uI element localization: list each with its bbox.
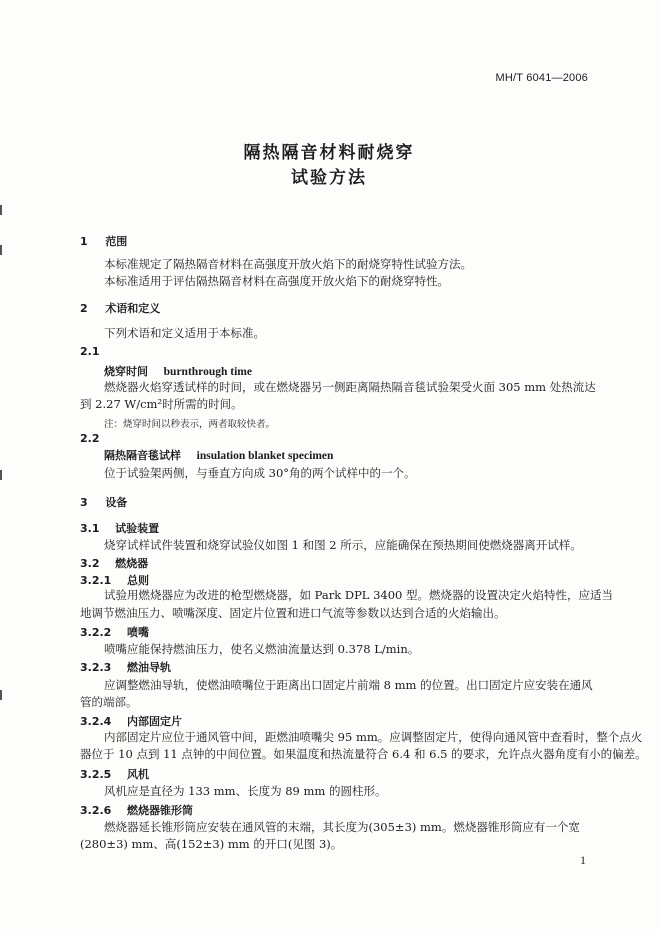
clause-heading [80,555,148,571]
standard-code: MH/T 6041—2006 [495,72,588,84]
clause-number: 3.2.2 [80,626,112,639]
clause-heading [80,713,182,729]
clause-title: 喷嘴 [126,626,149,639]
section-title: 设备 [105,496,128,509]
clause-number: 2.2 [80,432,100,445]
paragraph: 位于试验架两侧，与垂直方向成 30°角的两个试样中的一个。 [104,466,416,480]
clause-title: 内部固定片 [126,715,182,728]
term-chinese: 烧穿时间 [104,365,148,378]
paragraph: 地调节燃油压力、喷嘴深度、固定片位置和进口气流等参数以达到合适的火焰输出。 [80,606,506,620]
paragraph: 喷嘴应能保持燃油压力，使名义燃油流量达到 0.378 L/min。 [104,642,420,656]
scan-edge-mark [0,245,2,255]
term-heading [104,363,252,379]
clause-heading [80,766,149,782]
section-title: 术语和定义 [105,302,161,315]
clause-title: 燃烧器锥形筒 [126,804,193,817]
clause-title: 风机 [126,768,149,781]
clause-title: 试验装置 [115,522,160,535]
section-number: 3 [80,496,88,509]
document-title: 隔热隔音材料耐烧穿 [243,143,415,163]
paragraph: 本标准规定了隔热隔音材料在高强度开放火焰下的耐烧穿特性试验方法。 [104,257,472,271]
note: 注：烧穿时间以秒表示，两者取较快者。 [104,419,276,430]
clause-heading [80,659,171,675]
clause-number: 3.2.5 [80,768,112,781]
paragraph: (280±3) mm、高(152±3) mm 的开口(见图 3)。 [80,837,343,851]
term-english: insulation blanket specimen [196,450,334,462]
clause-heading [80,624,149,640]
paragraph: 应调整燃油导轨，使燃油喷嘴位于距离出口固定片前端 8 mm 的位置。出口固定片应安装在通风 [104,678,593,692]
scan-edge-mark [0,205,2,215]
paragraph: 下列术语和定义适用于本标准。 [104,326,265,340]
paragraph: 管的端部。 [80,695,138,709]
section-title: 范围 [105,235,128,248]
section-number: 2 [80,302,88,315]
paragraph: 器位于 10 点到 11 点钟的中间位置。如果温度和热流量符合 6.4 和 6.5 的要求，允许点火器角度有小的偏差。 [80,747,647,761]
clause-number: 3.2 [80,557,100,570]
term-chinese: 隔热隔音毯试样 [104,449,181,462]
clause-number: 2.1 [80,345,100,358]
paragraph: 试验用燃烧器应为改进的枪型燃烧器，如 Park DPL 3400 型。燃烧器的设置决定火焰特性，应适当 [104,588,614,602]
clause-number: 3.2.4 [80,715,112,728]
clause-number: 3.2.3 [80,661,112,674]
clause-title: 总则 [126,574,149,587]
scan-edge-mark [0,690,2,700]
page-number: 1 [580,853,586,867]
section-number: 1 [80,235,88,248]
section-3-heading [80,494,127,510]
clause-heading [80,572,149,588]
clause-number: 3.2.6 [80,804,112,817]
paragraph: 内部固定片应位于通风管中间，距燃油喷嘴尖 95 mm。应调整固定片，使得向通风管中查看时，整个点火 [104,730,643,744]
paragraph: 燃烧器火焰穿透试样的时间，或在燃烧器另一侧距离隔热隔音毯试验架受火面 305 mm 处热流达 [104,380,596,394]
paragraph: 燃烧器延长锥形筒应安装在通风管的末端，其长度为(305±3) mm。燃烧器锥形筒应有一个宽 [104,820,580,834]
clause-heading [80,802,193,818]
term-heading [104,447,333,463]
clause-title: 燃油导轨 [126,661,171,674]
paragraph: 烧穿试样试件装置和烧穿试验仪如图 1 和图 2 所示，应能确保在预热期间使燃烧器离开试样。 [104,538,582,552]
clause-heading [80,520,159,536]
clause-title: 燃烧器 [115,557,149,570]
section-2-heading [80,300,160,316]
clause-number: 3.2.1 [80,574,112,587]
paragraph: 到 2.27 W/cm²时所需的时间。 [80,397,243,411]
paragraph: 风机应是直径为 133 mm、长度为 89 mm 的圆柱形。 [104,784,387,798]
document-subtitle: 试验方法 [291,168,367,188]
scan-edge-mark [0,470,2,480]
clause-number: 3.1 [80,522,100,535]
paragraph: 本标准适用于评估隔热隔音材料在高强度开放火焰下的耐烧穿特性。 [104,274,449,288]
section-1-heading [80,233,127,249]
term-english: burnthrough time [163,366,252,378]
